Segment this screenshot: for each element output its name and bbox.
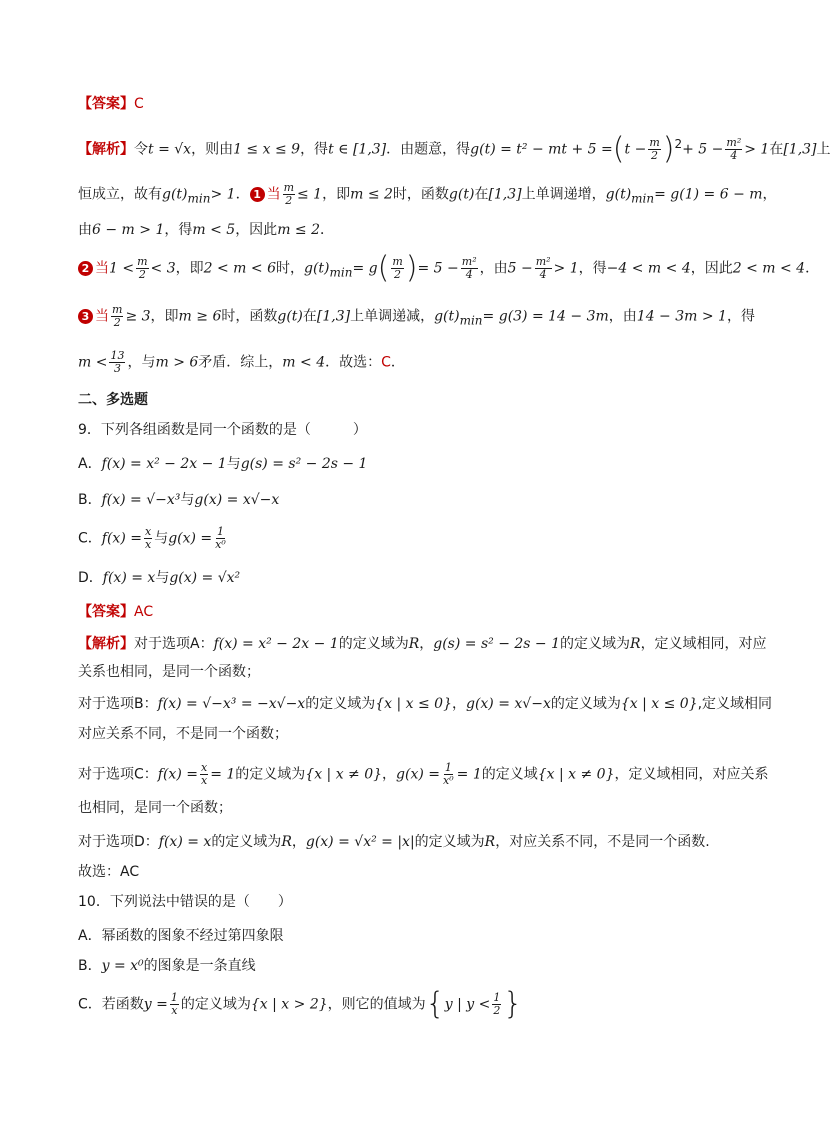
math: = g(3) = 14 − 3m [482, 308, 609, 325]
text: 的定义域为 [180, 996, 251, 1013]
q8-analysis-line-2 [78, 181, 777, 210]
frac-den: 4 [539, 268, 547, 281]
q8-analysis-line-1 [78, 131, 831, 167]
text: ，得 [726, 308, 755, 325]
text: 上单调递增， [521, 186, 606, 203]
math: g(t) [434, 308, 460, 325]
math: g(s) = s² − 2s − 1 [240, 456, 368, 472]
frac-num: m [392, 255, 403, 268]
text: ，则由 [191, 141, 234, 158]
math: {x | x ≠ 0} [537, 766, 615, 783]
frac-den: 2 [138, 268, 146, 281]
q10-stem: 10．下列说法中错误的是（ ） [78, 894, 292, 910]
q9-analysis-line-2: 关系也相同，是同一个函数； [78, 664, 260, 680]
text: 与 [180, 492, 195, 508]
math: 14 − 3m > 1 [636, 308, 727, 325]
math: > 1 [744, 141, 770, 158]
frac-num: 1 [170, 991, 178, 1004]
analysis-tag: 【解析】 [78, 141, 134, 158]
subscript: min [631, 191, 655, 206]
math: {x | x ≠ 0} [305, 766, 383, 783]
frac-den: x [200, 774, 208, 787]
q9-option-c [78, 526, 724, 551]
math: R [281, 834, 292, 850]
fraction [648, 137, 660, 162]
math: 6 − m > 1 [92, 222, 165, 238]
math: R [408, 636, 420, 652]
q8-answer-line [78, 92, 724, 116]
text: ， [419, 636, 434, 652]
math: g(t) [448, 186, 475, 203]
text: 由 [78, 222, 92, 238]
text: ， [382, 766, 397, 783]
text: 对于选项D： [78, 834, 159, 850]
frac-num: 1 [216, 525, 224, 538]
math: m < [78, 354, 108, 371]
math: m > 6 [155, 354, 199, 371]
text: ，因此 [235, 222, 278, 238]
q9-analysis-line-4: 对应关系不同，不是同一个函数； [78, 726, 288, 742]
frac-den: 2 [651, 149, 659, 163]
math: g(x) = [168, 530, 213, 547]
text: 对于选项A： [134, 636, 214, 652]
subscript: min [187, 191, 211, 206]
math: f(x) = x [102, 570, 156, 586]
fraction [442, 762, 455, 787]
text: 的定义域为 [211, 834, 282, 850]
text: 的定义域为 [560, 636, 631, 652]
frac-den: 2 [394, 268, 402, 281]
text: 时，函数 [392, 186, 449, 203]
answer-value: C [134, 96, 144, 112]
option-label: D． [78, 570, 103, 586]
fraction [492, 992, 501, 1017]
superscript: 2 [674, 137, 683, 151]
text: ，得 [164, 222, 193, 238]
frac-den: x [171, 1004, 178, 1017]
frac-den: 2 [113, 316, 121, 329]
math: 2 < m < 4 [732, 260, 806, 277]
fraction [200, 762, 208, 787]
q9-option-d [78, 566, 724, 590]
text: ．故选： [325, 354, 382, 371]
math: 5 − [507, 260, 533, 277]
text: ，由 [479, 260, 508, 277]
fraction [461, 256, 478, 281]
math: m ≤ 2 [350, 186, 393, 203]
text: 令 [134, 141, 148, 158]
math: f(x) = x [158, 834, 212, 850]
frac-num: m² [461, 255, 477, 268]
math: + 5 − [682, 141, 724, 158]
math: {x | x ≤ 0} [375, 696, 452, 712]
q9-analysis-line-1 [78, 632, 767, 656]
math: = 1 [210, 766, 236, 783]
paren: ( [612, 131, 625, 167]
text: ， [291, 834, 306, 850]
q9-analysis-line-5 [78, 761, 769, 787]
q9-option-b [78, 488, 724, 512]
frac-num: x [144, 525, 152, 538]
frac-den: 4 [465, 268, 473, 281]
text: ，则它的值域为 [327, 996, 426, 1013]
text: ，得 [300, 141, 329, 158]
math: g(s) = s² − 2s − 1 [433, 636, 561, 652]
q9-analysis-line-6: 也相同，是同一个函数； [78, 800, 232, 816]
paren: ( [377, 250, 390, 286]
paren: ) [662, 131, 675, 167]
math: f(x) = [157, 766, 198, 783]
text: 的定义域为 [338, 636, 409, 652]
frac-den: x [144, 538, 152, 551]
math: = g(1) = 6 − m [654, 186, 763, 203]
text: 上 [816, 141, 831, 158]
math: g(x) = √x² = |x| [305, 834, 415, 850]
analysis-tag: 【解析】 [78, 636, 134, 652]
text: 在 [769, 141, 784, 158]
text: 时，函数 [221, 308, 278, 325]
math: < 3 [150, 260, 176, 277]
text: 与 [155, 570, 170, 586]
math: y = [143, 996, 168, 1013]
text: 上单调递减， [350, 308, 435, 325]
math: {x | x > 2} [250, 996, 328, 1013]
q9-stem: 9．下列各组函数是同一个函数的是（ ） [78, 422, 367, 438]
text: 在 [302, 308, 317, 325]
math: 1 < [109, 260, 135, 277]
fraction [144, 526, 152, 551]
text: 的定义域为 [550, 696, 621, 712]
text: 与 [226, 456, 241, 472]
math: g(x) = x√−x [194, 492, 280, 508]
q8-analysis-line-6 [78, 350, 724, 375]
text: 的定义域为 [414, 834, 485, 850]
subscript: min [329, 265, 353, 280]
q9-answer-line [78, 600, 724, 624]
math: t = √x [148, 141, 192, 158]
math: m ≥ 6 [178, 308, 222, 325]
text: 对于选项B： [78, 696, 158, 712]
math: m < 4 [282, 354, 326, 371]
frac-den: x⁰ [215, 538, 226, 551]
text: ， [762, 186, 777, 203]
q9-option-a [78, 452, 724, 476]
option-label: B． [78, 958, 102, 974]
q8-analysis-line-3 [78, 218, 724, 242]
text: ，与 [127, 354, 156, 371]
math: = g [352, 260, 378, 277]
text: 的图象是一条直线 [143, 958, 256, 974]
math: {x | x ≤ 0} [620, 696, 698, 712]
math: y | y < [444, 996, 491, 1013]
math: R [630, 636, 641, 652]
text: ，即 [150, 308, 179, 325]
text: ，对应关系不同，不是同一个函数. [495, 834, 710, 850]
q10-option-a: A．幂函数的图象不经过第四象限 [78, 928, 284, 944]
fraction [170, 992, 179, 1017]
option-label: C． [78, 530, 102, 547]
math: g(t) [605, 186, 632, 203]
math: [1,3] [488, 186, 522, 203]
math: m ≤ 2 [277, 222, 321, 238]
answer-tag: 【答案】 [78, 604, 134, 620]
q8-analysis-line-5 [78, 303, 755, 332]
math: g(t) [303, 260, 330, 277]
fraction [283, 182, 295, 207]
q9-analysis-line-7 [78, 830, 724, 854]
option-label: A． [78, 456, 102, 472]
circled-number-3-icon: 3 [78, 309, 93, 324]
math: > 1 [553, 260, 579, 277]
math: m < 5 [192, 222, 236, 238]
q8-analysis-line-4 [78, 250, 820, 286]
circled-number-2-icon: 2 [78, 261, 93, 276]
math: f(x) = x² − 2x − 1 [213, 636, 339, 652]
text: ，因此 [690, 260, 733, 277]
fraction [136, 256, 148, 281]
math: [1,3] [316, 308, 351, 325]
option-label: B． [78, 492, 102, 508]
fraction [535, 256, 552, 281]
text: ，得 [578, 260, 607, 277]
fraction [725, 137, 742, 162]
q9-conclusion: 故选：AC [78, 864, 140, 880]
answer-value: AC [134, 604, 154, 620]
math: g(t) = t² − mt + 5 = [470, 141, 613, 158]
frac-num: 1 [444, 761, 452, 774]
frac-num: m [112, 303, 123, 316]
text: ，即 [322, 186, 351, 203]
text: 对于选项C： [78, 766, 158, 783]
math: f(x) = [101, 530, 142, 547]
text: ，定义域相同，对应关系 [614, 766, 769, 783]
frac-num: 13 [110, 349, 125, 362]
math: g(t) [162, 186, 188, 203]
text: 的定义域 [481, 766, 538, 783]
text: ,定义域相同 [697, 696, 773, 712]
text: ，即 [175, 260, 204, 277]
frac-num: m [283, 181, 294, 194]
text: ． [390, 354, 405, 371]
text: ． [235, 186, 250, 203]
text: 恒成立，故有 [78, 186, 162, 203]
fraction [391, 256, 403, 281]
math: R [484, 834, 496, 850]
text: 当 [95, 260, 109, 277]
math: −4 < m < 4 [606, 260, 691, 277]
frac-den: 2 [285, 194, 293, 207]
math: g(x) = [396, 766, 441, 783]
text: ．由题意，得 [386, 141, 471, 158]
text: 矛盾．综上， [198, 354, 283, 371]
math: = 1 [456, 766, 482, 783]
text: ， [451, 696, 466, 712]
frac-den: x⁰ [443, 774, 454, 787]
math: g(t) [277, 308, 303, 325]
answer-value: C [381, 354, 391, 371]
text: ，由 [608, 308, 637, 325]
section-title: 二、多选题 [78, 392, 148, 408]
text: ，定义域相同，对应 [640, 636, 767, 652]
frac-num: 1 [493, 991, 501, 1004]
answer-tag: 【答案】 [78, 96, 134, 112]
frac-den: 3 [113, 362, 121, 375]
text: 当 [95, 308, 109, 325]
text: 的定义域为 [235, 766, 306, 783]
fraction [111, 304, 123, 329]
math: > 1 [210, 186, 236, 203]
text: 在 [474, 186, 489, 203]
math: g(x) = √x² [169, 570, 241, 586]
math: [1,3] [783, 141, 817, 158]
math: t ∈ [1,3] [328, 141, 387, 158]
math: ≥ 3 [125, 308, 151, 325]
brace-open-icon: { [425, 986, 445, 1022]
math: f(x) = x² − 2x − 1 [101, 456, 227, 472]
subscript: min [459, 313, 483, 328]
brace-close-icon: } [503, 986, 523, 1022]
text: 的定义域为 [305, 696, 376, 712]
math: t − [624, 141, 647, 158]
frac-num: m² [726, 136, 742, 150]
text: ． [805, 260, 820, 277]
q9-analysis-line-3 [78, 692, 773, 716]
frac-num: m [137, 255, 148, 268]
option-label: C．若函数 [78, 996, 144, 1013]
frac-den: 4 [730, 149, 738, 163]
text: 时， [275, 260, 304, 277]
q10-option-c [78, 986, 724, 1022]
math: f(x) = √−x³ = −x√−x [157, 696, 306, 712]
q10-option-b [78, 954, 724, 978]
text: ． [320, 222, 335, 238]
math: ≤ 1 [297, 186, 323, 203]
frac-num: m² [535, 255, 551, 268]
fraction [109, 350, 125, 375]
text: 与 [154, 530, 169, 547]
paren: ) [405, 250, 418, 286]
math: 2 < m < 6 [203, 260, 276, 277]
text: 当 [266, 186, 281, 203]
math: = 5 − [417, 260, 459, 277]
frac-num: x [200, 761, 208, 774]
math: y = x⁰ [101, 958, 144, 974]
circled-number-1-icon: 1 [250, 187, 265, 202]
frac-num: m [649, 136, 660, 150]
fraction [214, 526, 227, 551]
math: g(x) = x√−x [465, 696, 551, 712]
math: 1 ≤ x ≤ 9 [233, 141, 301, 158]
math: f(x) = √−x³ [101, 492, 181, 508]
frac-den: 2 [493, 1004, 501, 1017]
